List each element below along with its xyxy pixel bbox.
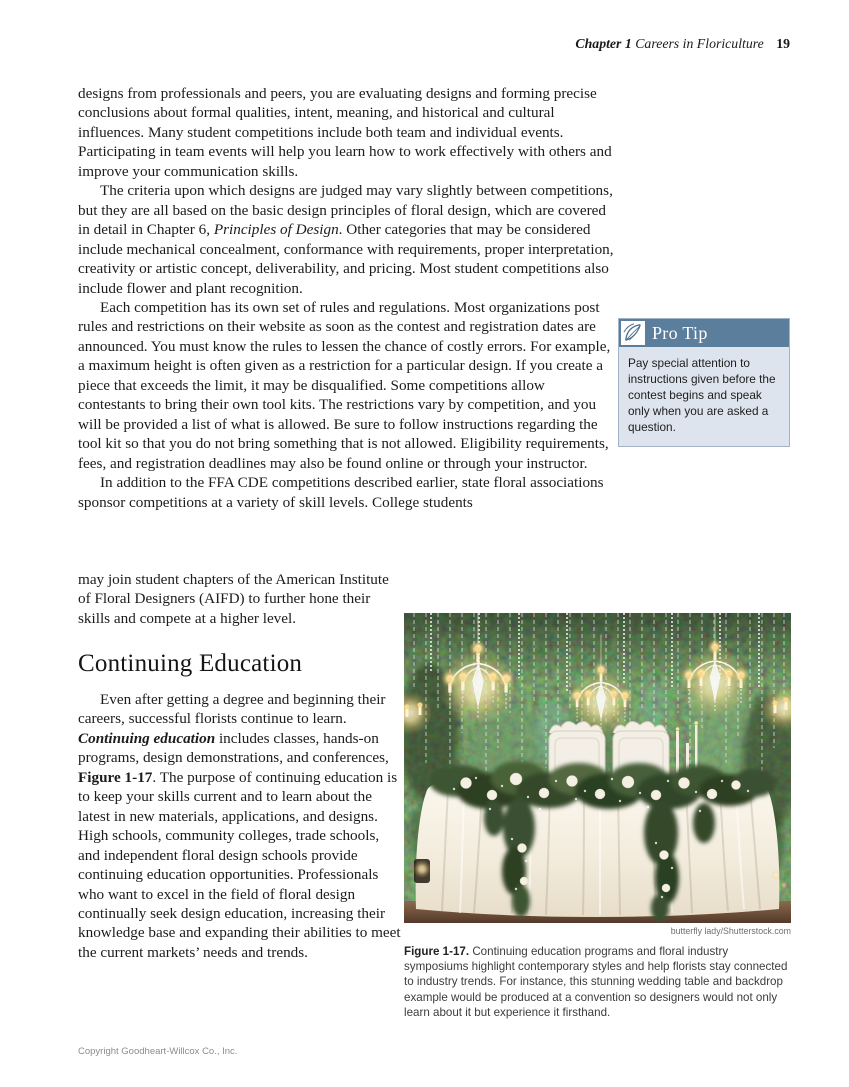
italic-book-title: Principles of Design	[213, 221, 339, 239]
chapter-label: Chapter 1	[575, 36, 632, 51]
chapter-title: Careers in Floriculture	[635, 36, 764, 51]
figure-caption-text: Continuing education programs and floral industry symposiums highlight contemporary styles and help florists stay connected to industry trends. For instance, this stunning wedding table and backdrop example would be produced at a convention so designers would not only learn about it but experience it firsthand.	[404, 945, 788, 1019]
body-text-narrow-2	[78, 690, 402, 962]
body-text-narrow	[78, 570, 400, 628]
body-text-column	[78, 84, 616, 512]
paragraph: Even after getting a degree and beginning their careers, successful florists continue to learn. Continuing education includes classes, hands-on programs, design demonstrations, and conferences, Figure 1-17. The purpose of continuing education is to keep your skills current and to learn about the latest in new materials, applications, and designs. High schools, community colleges, trade schools, and independent floral design schools provide continuing education opportunities. Professionals who want to excel in the field of floral design continually seek design education, increasing their knowledge base and expanding their abilities to meet the current markets’ needs and trends.	[78, 691, 401, 961]
section-heading: Continuing Education	[78, 650, 303, 677]
paragraph: In addition to the FFA CDE competitions described earlier, state floral associations sponsor competitions at a variety of skill levels. College students	[78, 474, 604, 511]
page-number: 19	[776, 36, 790, 51]
paragraph: designs from professionals and peers, you are evaluating designs and forming precise conclusions about formal qualities, intent, meaning, and historical and cultural influences. Many student competitions include both team and individual events. Participating in team events will help you learn how to work effectively with others and improve your communication skills.	[78, 85, 612, 180]
paragraph: Each competition has its own set of rules and regulations. Most organizations post rules and restrictions on their website as soon as the contest and registration dates are announced. You must know the rules to lessen the chance of costly errors. For example, a maximum height is often given as a restriction for a particular design. If you create a piece that exceeds the limit, it may be disqualified. Some competitions allow contestants to bring their own tool kits. The restrictions vary by competition, and you will be provided a list of what is allowed. Be sure to follow instructions regarding the tool kit so that you do not bring something that is not allowed. Eligibility requirements, fees, and registration deadlines may also be found online or through your instructor.	[78, 298, 611, 472]
pro-tip-title: Pro Tip	[652, 322, 708, 343]
pro-tip-header	[619, 319, 789, 347]
figure-1-17-photo	[404, 613, 791, 923]
key-term: Continuing education	[78, 729, 216, 747]
photo-credit: butterfly lady/Shutterstock.com	[670, 926, 791, 936]
paragraph: The criteria upon which designs are judged may vary slightly between competitions, but they are all based on the basic design principles of floral design, which are covered in detail in Chapter 6, Principles of Design. Other categories that may be considered include mechanical concealment, conformance with requirements, proper interpretation, creativity or artistic concept, deliverability, and pricing. Most student competitions also include flower and plant recognition.	[78, 182, 614, 297]
leaf-sketch-icon	[621, 321, 645, 345]
figure-caption	[404, 944, 791, 1020]
pro-tip-box	[618, 318, 790, 447]
copyright-line: Copyright Goodheart-Willcox Co., Inc.	[78, 1046, 238, 1057]
figure-label: Figure 1-17.	[404, 945, 470, 958]
running-head	[575, 36, 790, 52]
paragraph: may join student chapters of the American Institute of Floral Designers (AIFD) to further hone their skills and compete at a higher level.	[78, 571, 389, 627]
pro-tip-text: Pay special attention to instructions given before the contest begins and speak only when you are asked a question.	[619, 347, 789, 446]
figure-reference: Figure 1-17	[78, 768, 153, 786]
